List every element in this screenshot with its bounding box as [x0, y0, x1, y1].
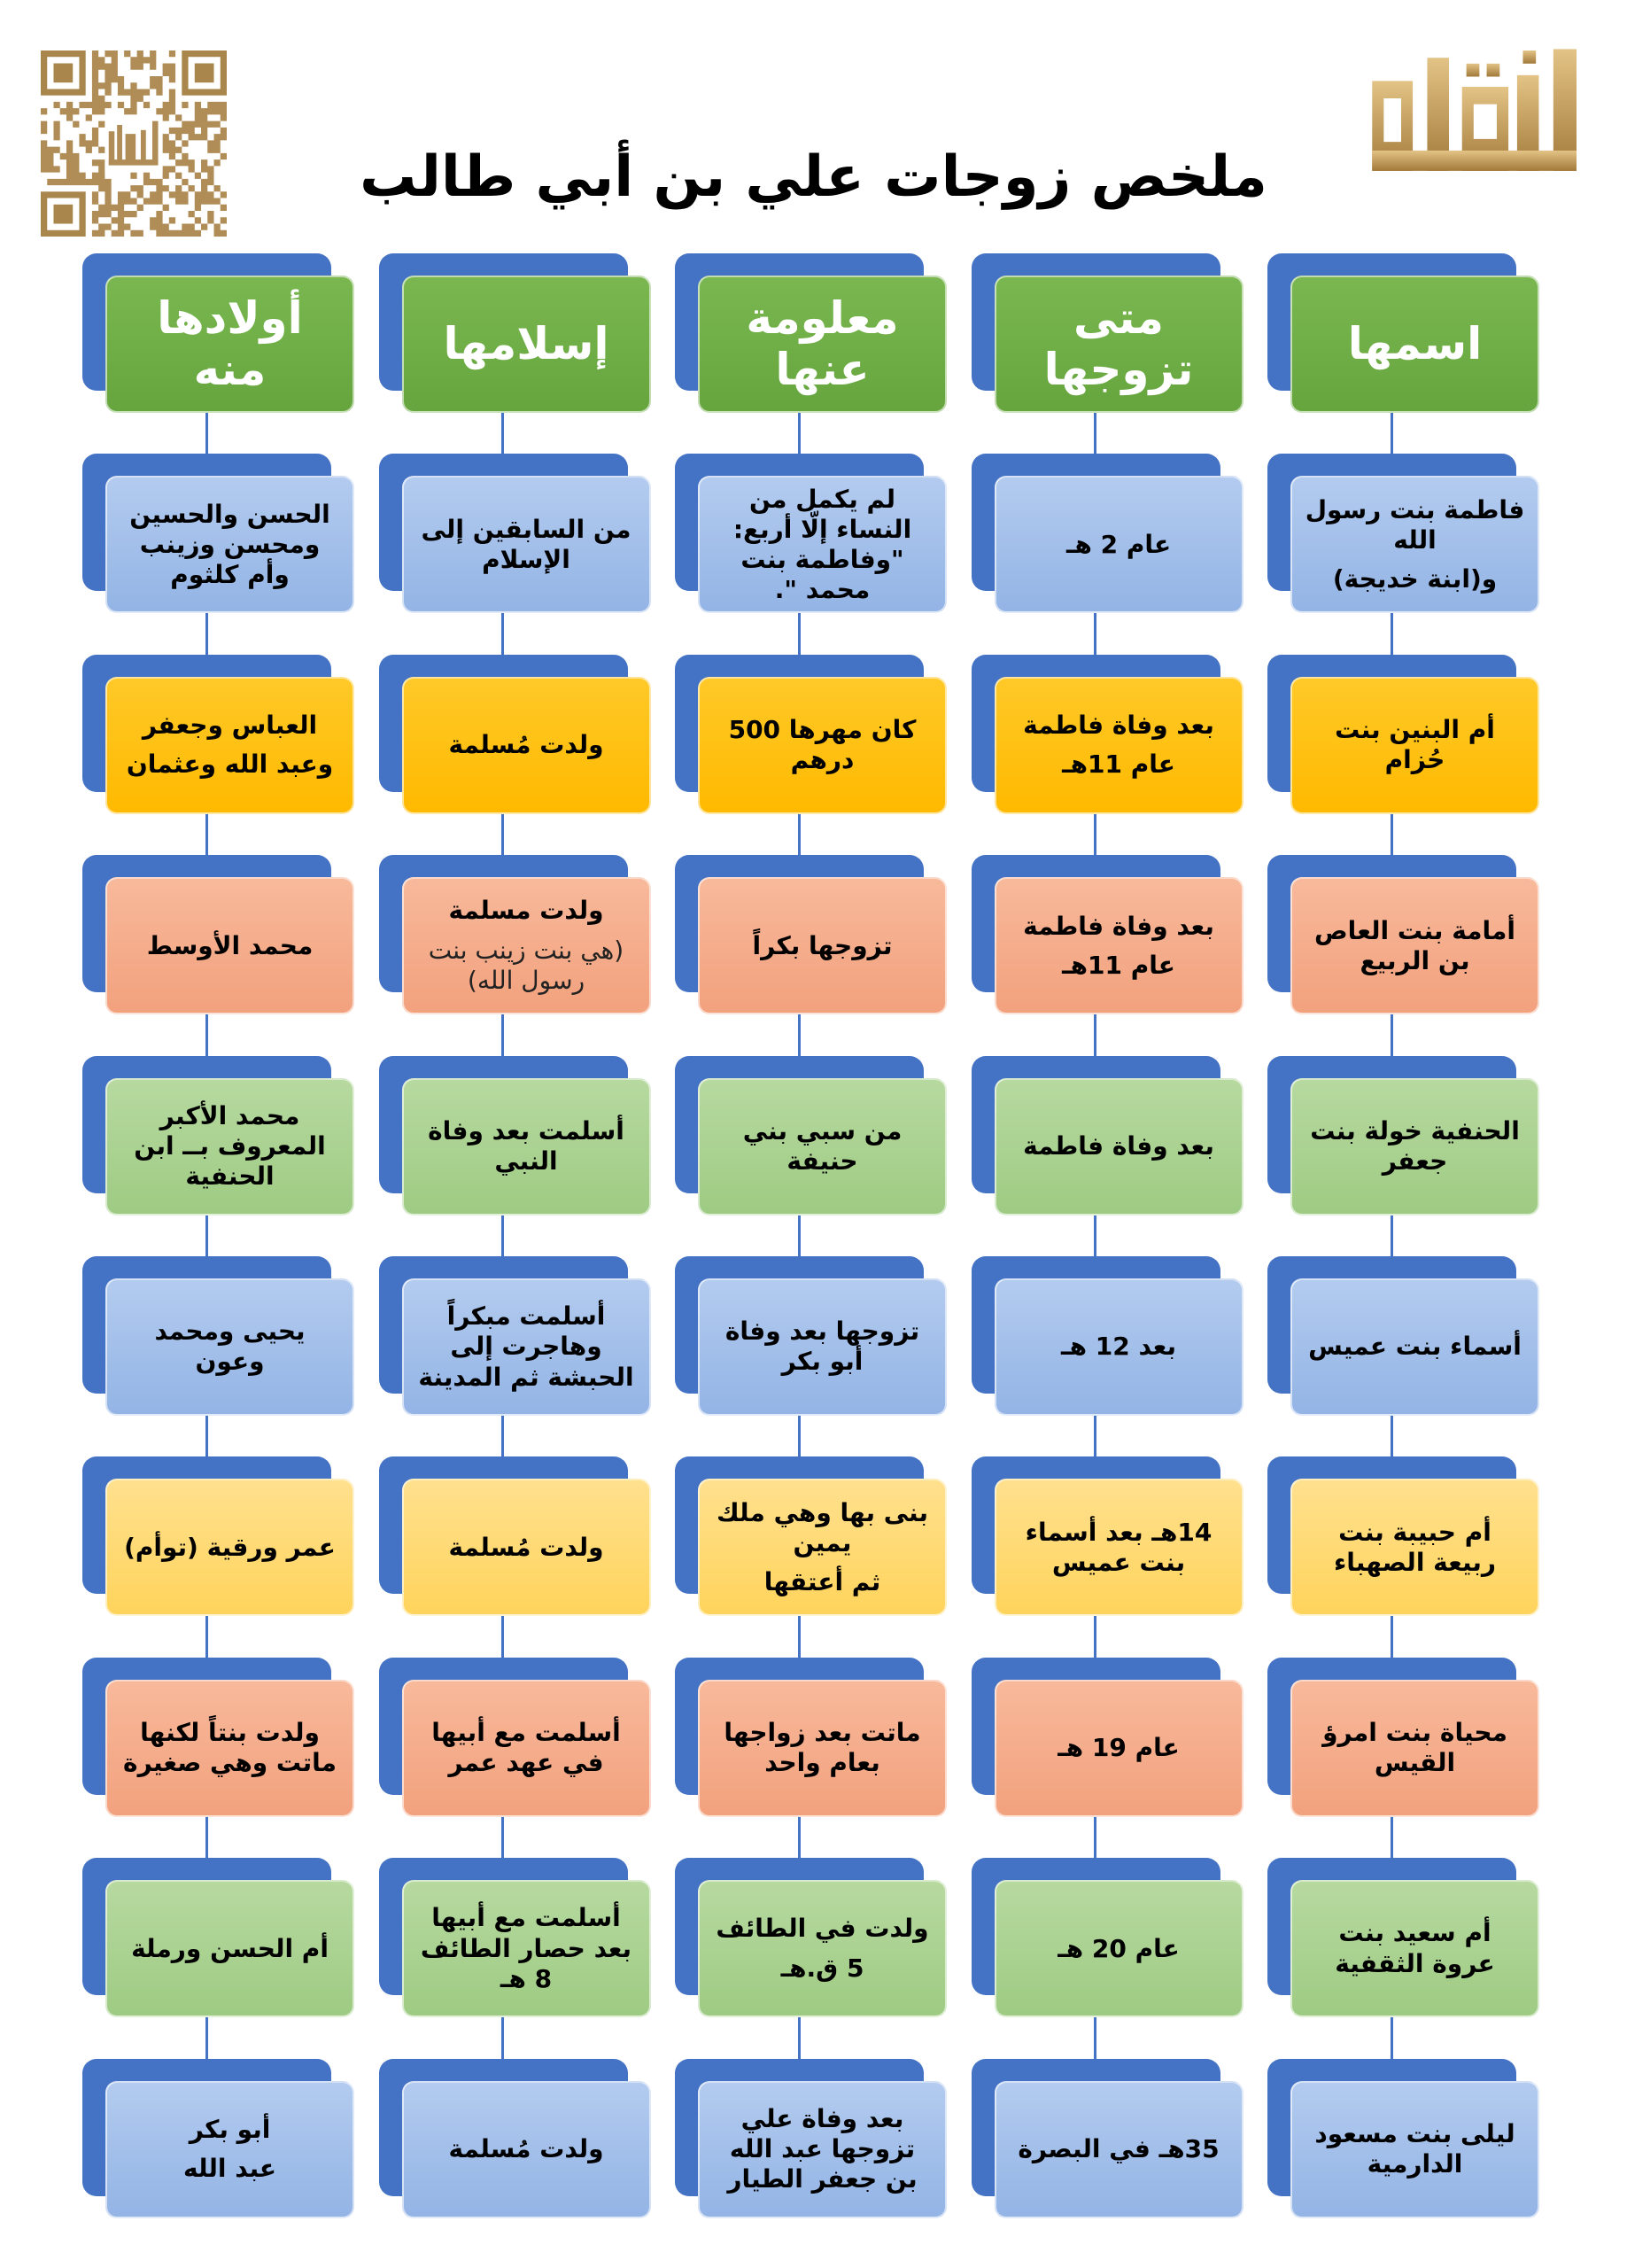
wives-table: [105, 276, 1539, 2218]
cell-text: عام 11هـ: [1062, 750, 1175, 780]
header-label: إسلامها: [443, 317, 609, 369]
header-info: [698, 276, 947, 413]
row-9-islam-cell: [402, 2081, 651, 2218]
cell-text: يحيى ومحمد وعون: [154, 1317, 306, 1377]
cell-text: أبو بكر: [189, 2114, 271, 2144]
row-1-islam-cell: [402, 476, 651, 613]
cell-text: ليلى بنت مسعود الدارمية: [1314, 2118, 1515, 2179]
row-5-name-cell: [1290, 1278, 1539, 1416]
cell-text: تزوجها بكراً: [752, 930, 893, 960]
row-5-info-cell: [698, 1278, 947, 1416]
header-label: أولادها منه: [157, 292, 303, 395]
row-7-islam-cell: [402, 1680, 651, 1817]
cell-text: ثم أعتقها: [763, 1566, 881, 1596]
row-1-married-cell: [995, 476, 1243, 613]
cell-text: عبد الله: [183, 2154, 276, 2184]
cell-text: 5 ق.هـ: [780, 1953, 864, 1983]
row-3-married-cell: [995, 877, 1243, 1014]
header-islam: [402, 276, 651, 413]
header-label: اسمها: [1347, 317, 1483, 369]
cell-text: كان مهرها 500 درهم: [728, 715, 917, 775]
row-3-info-cell: [698, 877, 947, 1014]
row-7-info-cell: [698, 1680, 947, 1817]
cell-text: أم البنين بنت حُزام: [1335, 715, 1495, 775]
row-6-children-cell: [105, 1479, 354, 1616]
cell-note: (هي بنت زينب بنت رسول الله): [428, 935, 624, 995]
cell-text: أسلمت مع أبيها في عهد عمر: [431, 1718, 621, 1778]
header-name: [1290, 276, 1539, 413]
cell-text: عام 2 هـ: [1065, 529, 1172, 559]
row-6-name-cell: [1290, 1479, 1539, 1616]
cell-text: بعد 12 هـ: [1061, 1332, 1176, 1362]
row-2-name-cell: [1290, 677, 1539, 814]
row-1-info-cell: [698, 476, 947, 613]
row-3-name-cell: [1290, 877, 1539, 1014]
cell-text: العباس وجعفر: [142, 711, 318, 741]
row-9-married-cell: [995, 2081, 1243, 2218]
row-9-info-cell: [698, 2081, 947, 2218]
row-8-name-cell: [1290, 1880, 1539, 2017]
cell-text: عام 20 هـ: [1058, 1933, 1180, 1963]
cell-text: أسلمت مبكراً وهاجرت إلى الحبشة ثم المدينة: [418, 1301, 634, 1392]
cell-text: أم حبيبة بنت ربيعة الصهباء: [1333, 1517, 1497, 1577]
cell-text: أسلمت مع أبيها بعد حصار الطائف 8 هـ: [420, 1903, 632, 1993]
cell-text: من السابقين إلى الإسلام: [421, 514, 631, 574]
cell-text: أم الحسن ورملة: [131, 1933, 329, 1963]
cell-text: لم يكمل من النساء إلّا أربع: "وفاطمة بنت محمد ".: [732, 484, 912, 605]
cell-text: عام 19 هـ: [1058, 1733, 1180, 1763]
page-title: ملخص زوجات علي بن أبي طالب: [360, 144, 1267, 210]
row-4-children-cell: [105, 1078, 354, 1216]
cell-text: بعد وفاة علي تزوجها عبد الله بن جعفر الطيار: [727, 2103, 918, 2194]
row-2-children-cell: [105, 677, 354, 814]
row-9-children-cell: [105, 2081, 354, 2218]
row-8-children-cell: [105, 1880, 354, 2017]
cell-text: 35هـ في البصرة: [1018, 2133, 1220, 2163]
cell-text: ماتت بعد زواجها بعام واحد: [724, 1718, 921, 1778]
row-1-children-cell: [105, 476, 354, 613]
cell-text: محياة بنت امرؤ القيس: [1322, 1718, 1507, 1778]
row-4-married-cell: [995, 1078, 1243, 1216]
cell-text: محمد الأكبر المعروف بــ ابن الحنفية: [134, 1100, 326, 1192]
cell-text: بعد وفاة فاطمة: [1023, 1130, 1214, 1161]
cell-text: ولدت مسلمة: [448, 896, 604, 926]
row-8-islam-cell: [402, 1880, 651, 2017]
cell-text: عمر ورقية (توأم): [124, 1532, 336, 1562]
row-4-name-cell: [1290, 1078, 1539, 1216]
row-2-info-cell: [698, 677, 947, 814]
header-married: [995, 276, 1243, 413]
cell-text: ولدت بنتاً لكنها ماتت وهي صغيرة: [123, 1718, 337, 1778]
header-label: معلومة عنها: [746, 292, 899, 395]
row-7-name-cell: [1290, 1680, 1539, 1817]
row-6-islam-cell: [402, 1479, 651, 1616]
cell-text: ولدت مُسلمة: [448, 2133, 604, 2163]
row-5-married-cell: [995, 1278, 1243, 1416]
row-7-married-cell: [995, 1680, 1243, 1817]
row-5-islam-cell: [402, 1278, 651, 1416]
header-children: [105, 276, 354, 413]
cell-text: بنى بها وهي ملك يمين: [716, 1497, 928, 1557]
cell-text: الحسن والحسين ومحسن وزينب وأم كلثوم: [129, 499, 330, 589]
row-4-islam-cell: [402, 1078, 651, 1216]
cell-text: ولدت مُسلمة: [448, 1532, 604, 1562]
cell-text: وعبد الله وعثمان: [126, 750, 334, 780]
cell-text: 14هـ بعد أسماء بنت عميس: [1025, 1517, 1213, 1577]
row-2-islam-cell: [402, 677, 651, 814]
row-3-islam-cell: [402, 877, 651, 1014]
cell-text: عام 11هـ: [1062, 950, 1175, 980]
cell-text: بعد وفاة فاطمة: [1023, 711, 1214, 741]
row-4-info-cell: [698, 1078, 947, 1216]
row-5-children-cell: [105, 1278, 354, 1416]
cell-text: أسماء بنت عميس: [1308, 1332, 1522, 1362]
row-6-married-cell: [995, 1479, 1243, 1616]
row-3-children-cell: [105, 877, 354, 1014]
cell-text: بعد وفاة فاطمة: [1023, 911, 1214, 941]
row-9-name-cell: [1290, 2081, 1539, 2218]
row-2-married-cell: [995, 677, 1243, 814]
cell-text: و(ابنة خديجة): [1332, 563, 1498, 594]
cell-text: تزوجها بعد وفاة أبو بكر: [724, 1317, 920, 1377]
row-1-name-cell: [1290, 476, 1539, 613]
cell-text: ولدت في الطائف: [716, 1914, 929, 1944]
cell-text: محمد الأوسط: [146, 930, 314, 960]
cell-text: الحنفية خولة بنت جعفر: [1310, 1115, 1520, 1177]
cell-text: أمامة بنت العاص بن الربيع: [1314, 915, 1515, 975]
cell-text: أسلمت بعد وفاة النبي: [428, 1115, 624, 1177]
row-8-info-cell: [698, 1880, 947, 2017]
cell-text: فاطمة بنت رسول الله: [1305, 494, 1525, 555]
row-7-children-cell: [105, 1680, 354, 1817]
row-6-info-cell: [698, 1479, 947, 1616]
header-label: متى تزوجها: [1043, 292, 1194, 395]
cell-text: من سبي بني حنيفة: [742, 1115, 903, 1177]
cell-text: أم سعيد بنت عروة الثقفية: [1335, 1918, 1495, 1978]
cell-text: ولدت مُسلمة: [448, 730, 604, 760]
row-8-married-cell: [995, 1880, 1243, 2017]
